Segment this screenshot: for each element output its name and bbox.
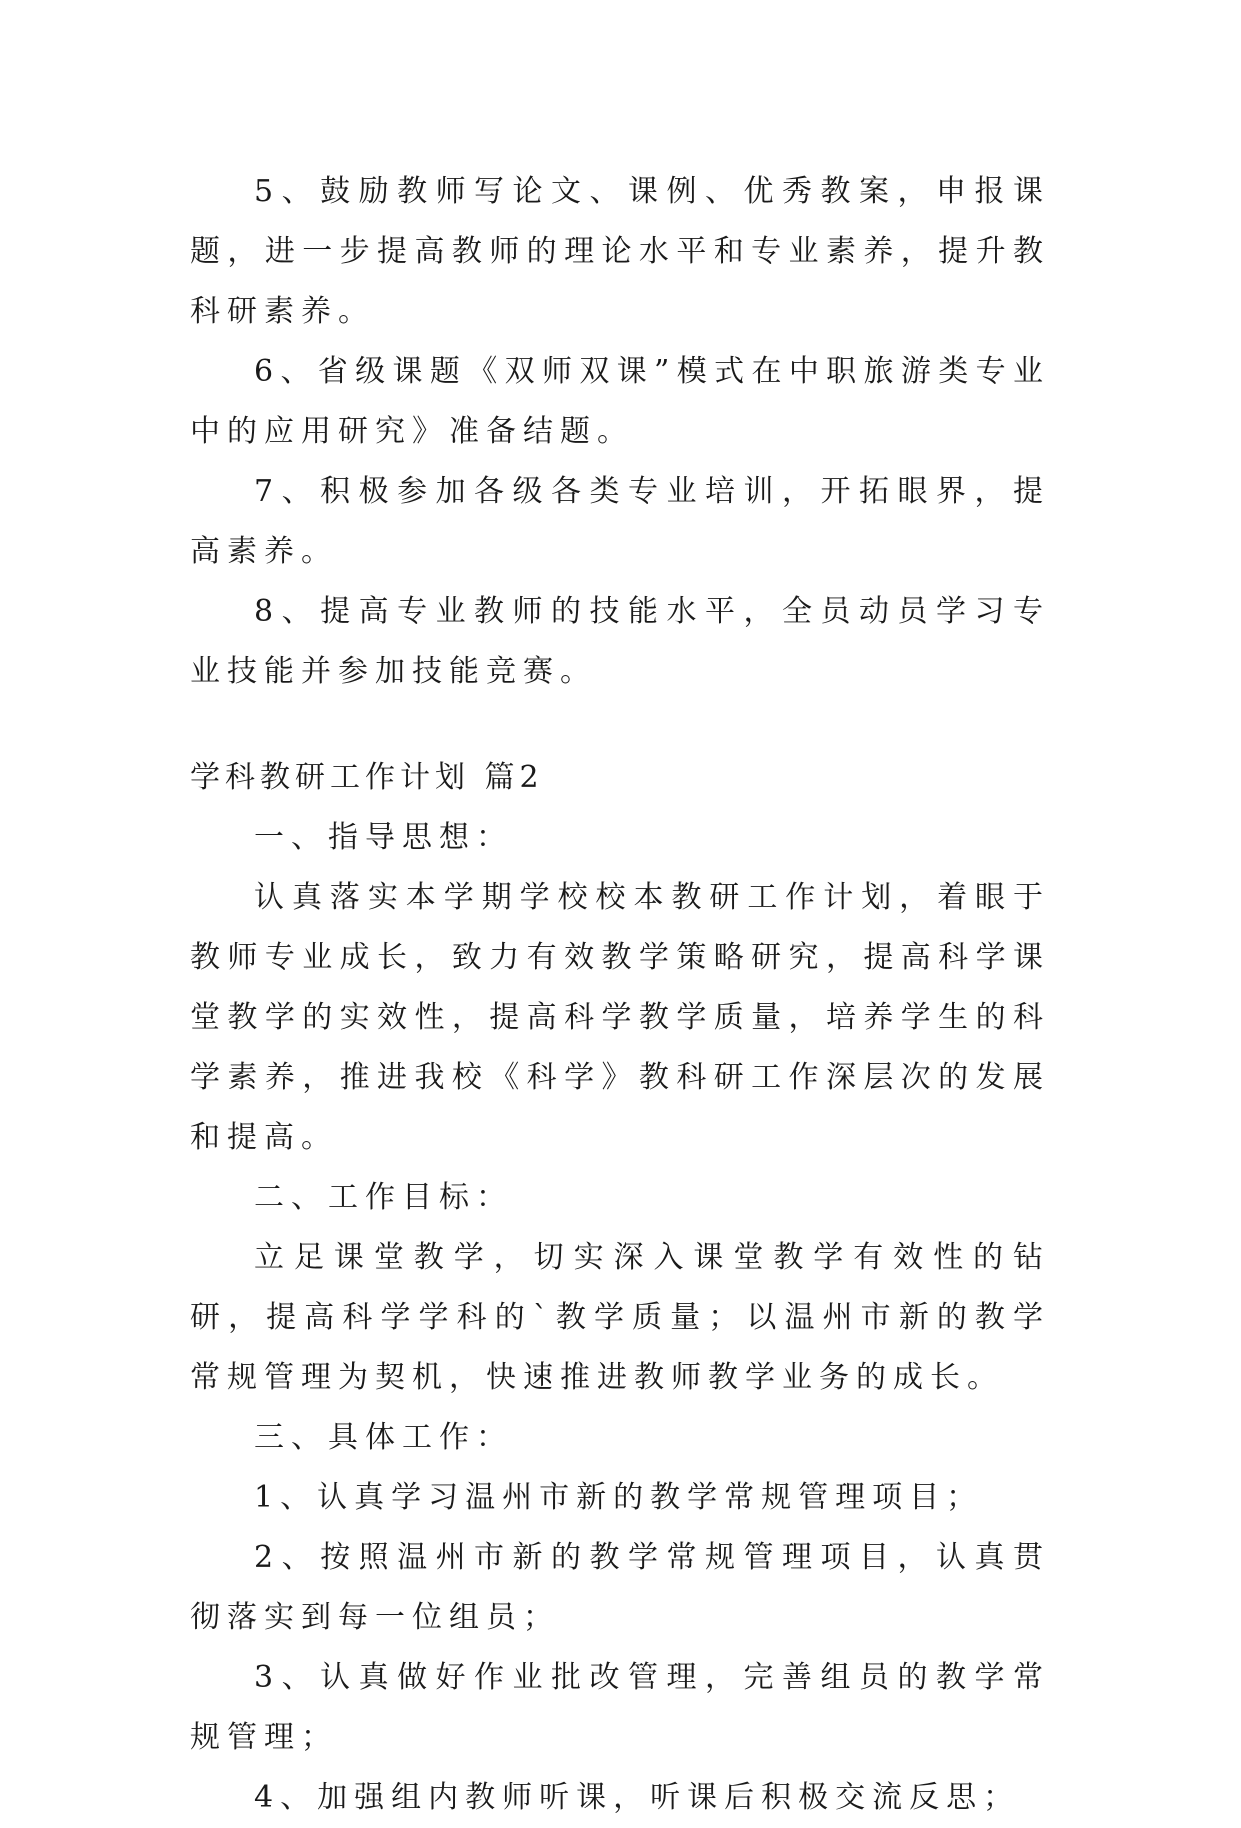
paragraph-guiding-ideology: 认真落实本学期学校校本教研工作计划，着眼于教师专业成长，致力有效教学策略研究，提高科学课堂教学的实效性，提高科学教学质量，培养学生的科学素养，推进我校《科学》教科研工作深层次的发展和提高。: [190, 880, 1050, 1155]
section-title: 学科教研工作计划 篇2: [190, 760, 544, 795]
heading-work-goals: 二、工作目标：: [254, 1180, 513, 1215]
document-body: [190, 162, 1050, 1828]
paragraph-item-5: 5、鼓励教师写论文、课例、优秀教案，申报课题，进一步提高教师的理论水平和专业素养，提升教科研素养。: [190, 174, 1050, 329]
list-item-1: 1、认真学习温州市新的教学常规管理项目；: [254, 1480, 984, 1515]
list-item-3: 3、认真做好作业批改管理，完善组员的教学常规管理；: [190, 1660, 1050, 1755]
paragraph-item-7: 7、积极参加各级各类专业培训，开拓眼界，提高素养。: [190, 474, 1050, 569]
paragraph-item-6: 6、省级课题《双师双课”模式在中职旅游类专业中的应用研究》准备结题。: [190, 354, 1050, 449]
heading-guiding-ideology: 一、指导思想：: [254, 820, 513, 855]
paragraph-work-goals: 立足课堂教学，切实深入课堂教学有效性的钻研，提高科学学科的`教学质量；以温州市新的教学常规管理为契机，快速推进教师教学业务的成长。: [190, 1240, 1050, 1395]
paragraph-item-8: 8、提高专业教师的技能水平，全员动员学习专业技能并参加技能竞赛。: [190, 594, 1050, 689]
list-item-4: 4、加强组内教师听课，听课后积极交流反思；: [254, 1780, 1021, 1815]
list-item-2: 2、按照温州市新的教学常规管理项目，认真贯彻落实到每一位组员；: [190, 1540, 1050, 1635]
heading-specific-work: 三、具体工作：: [254, 1420, 513, 1455]
